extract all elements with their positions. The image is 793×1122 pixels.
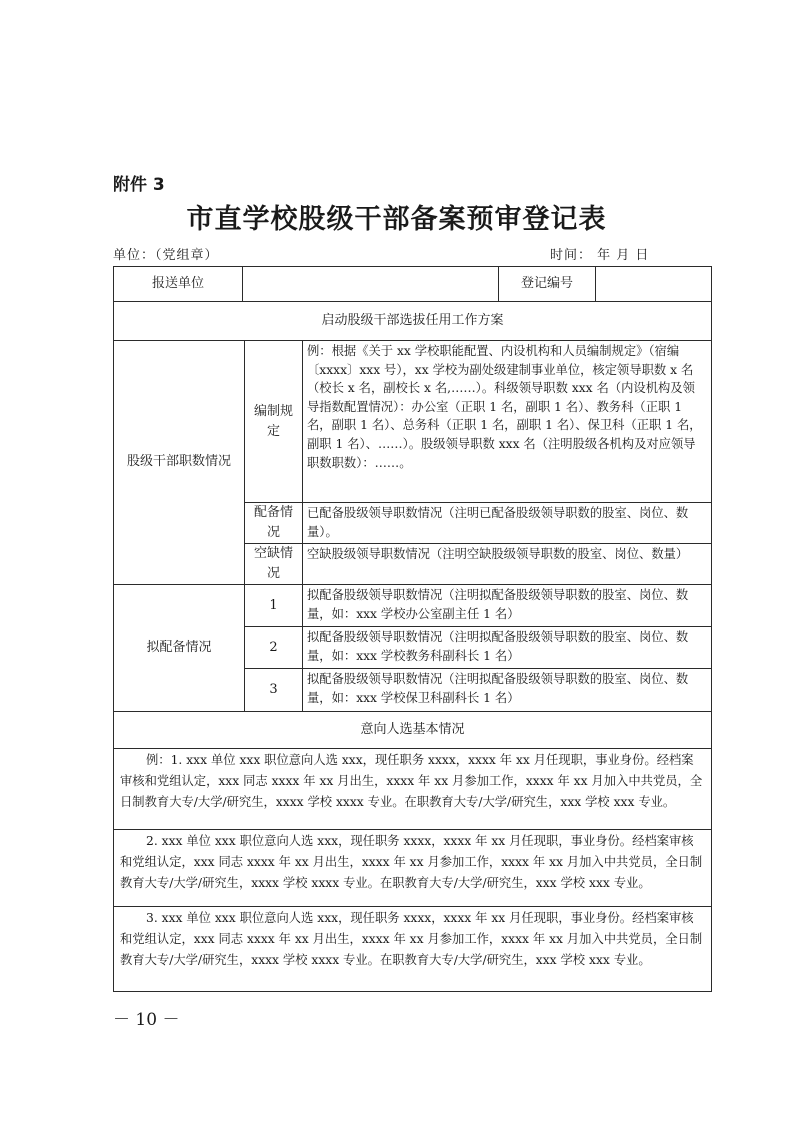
proposed-row-number: 3 <box>244 668 303 712</box>
page-title: 市直学校股级干部备案预审登记表 <box>186 204 607 235</box>
establishment-label: 编制规定 <box>244 340 303 503</box>
vacancy-label: 空缺情况 <box>244 543 303 585</box>
section-title-plan: 启动股级干部选拔任用工作方案 <box>113 301 712 341</box>
submitting-unit-label: 报送单位 <box>113 266 243 302</box>
unit-label: 单位：（党组章） <box>113 248 219 263</box>
registration-number-field[interactable] <box>595 266 712 302</box>
proposed-row-number: 1 <box>244 584 303 627</box>
establishment-text: 例：根据《关于 xx 学校职能配置、内设机构和人员编制规定》（宿编〔xxxx〕xxx 号），xx 学校为副处级建制事业单位，核定领导职数 x 名（校长 x 名，副校长 x 名,……）。科级领导职数 xxx 名（内设机构及领导指数配置情况）：办公室（正职 1 名，副职 1 名）、教务科（正职 1 名，副职 1 名）、总务科（正职 1 名，副职 1 名）、保卫科（正职 1 名，副职 1 名）、……）。股级领导职数 xxx 名（注明股级各机构及对应领导职数职数）：……。 <box>302 340 712 503</box>
proposed-row-text: 拟配备股级领导职数情况（注明拟配备股级领导职数的股室、岗位、数量，如：xxx 学校办公室副主任 1 名） <box>302 584 712 627</box>
candidate-paragraph: 例：1. xxx 单位 xxx 职位意向人选 xxx，现任职务 xxxx，xxxx 年 xx 月任现职，事业身份。经档案审核和党组认定，xxx 同志 xxxx 年 xx 月出生，xxxx 年 xx 月参加工作，xxxx 年 xx 月加入中共党员，全日制教育大专/大学/研究生，xxxx 学校 xxxx 专业。在职教育大专/大学/研究生，xxx 学校 xxx 专业。 <box>113 748 712 830</box>
proposed-row-number: 2 <box>244 626 303 669</box>
candidate-paragraph: 2. xxx 单位 xxx 职位意向人选 xxx，现任职务 xxxx，xxxx 年 xx 月任现职，事业身份。经档案审核和党组认定，xxx 同志 xxxx 年 xx 月出生，xxxx 年 xx 月参加工作，xxxx 年 xx 月加入中共党员，全日制教育大专/大学/研究生，xxxx 学校 xxxx 专业。在职教育大专/大学/研究生，xxx 学校 xxx 专业。 <box>113 829 712 907</box>
registration-number-label: 登记编号 <box>498 266 596 302</box>
proposed-label: 拟配备情况 <box>113 584 245 712</box>
submitting-unit-field[interactable] <box>242 266 499 302</box>
proposed-row-text: 拟配备股级领导职数情况（注明拟配备股级领导职数的股室、岗位、数量，如：xxx 学校教务科副科长 1 名） <box>302 626 712 669</box>
candidate-paragraph: 3. xxx 单位 xxx 职位意向人选 xxx，现任职务 xxxx，xxxx 年 xx 月任现职，事业身份。经档案审核和党组认定，xxx 同志 xxxx 年 xx 月出生，xxxx 年 xx 月参加工作，xxxx 年 xx 月加入中共党员，全日制教育大专/大学/研究生，xxxx 学校 xxxx 专业。在职教育大专/大学/研究生，xxx 学校 xxx 专业。 <box>113 906 712 992</box>
attachment-label: 附件 3 <box>113 175 165 195</box>
positions-label: 股级干部职数情况 <box>113 340 245 585</box>
time-label: 时间： 年 月 日 <box>550 248 650 263</box>
staffed-label: 配备情况 <box>244 502 303 544</box>
vacancy-text: 空缺股级领导职数情况（注明空缺股级领导职数的股室、岗位、数量） <box>302 543 712 585</box>
proposed-row-text: 拟配备股级领导职数情况（注明拟配备股级领导职数的股室、岗位、数量，如：xxx 学校保卫科副科长 1 名） <box>302 668 712 712</box>
staffed-text: 已配备股级领导职数情况（注明已配备股级领导职数的股室、岗位、数量）。 <box>302 502 712 544</box>
section-title-candidates: 意向人选基本情况 <box>113 711 712 749</box>
page-number: － 10 － <box>113 1010 180 1030</box>
